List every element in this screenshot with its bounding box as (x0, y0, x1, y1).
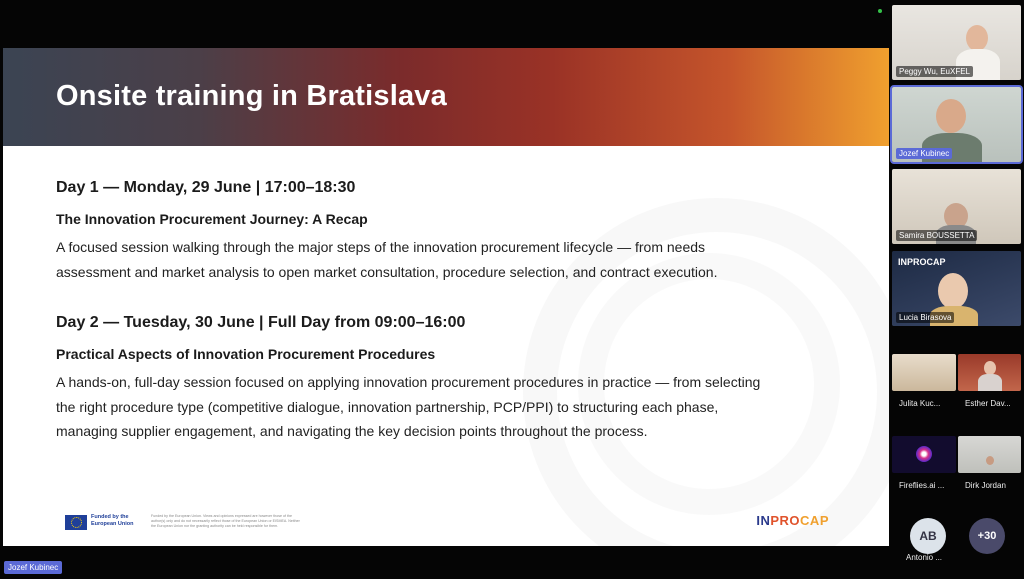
day2-block (56, 312, 776, 444)
logo-part-in: IN (756, 513, 771, 528)
participant-tile-jozef[interactable] (892, 87, 1021, 162)
participant-tile-esther[interactable] (958, 354, 1021, 391)
slide-content (56, 177, 776, 444)
funding-disclaimer: Funded by the European Union. Views and opinions expressed are however those of the author(s) only and do not necessarily reflect those of the European Union or EISMEA. Neither the European Union nor the granting authority can be held responsible for them. (151, 514, 300, 528)
eu-funding-label: Funded by the European Union (91, 514, 134, 527)
participant-tile-dirk[interactable] (958, 436, 1021, 473)
inprocap-overlay-text: INPROCAP (898, 257, 946, 267)
participant-head (938, 273, 968, 309)
inprocap-logo (756, 513, 829, 528)
day1-description: A focused session walking through the major steps of the innovation procurement lifecycle — from needs assessment and market analysis to open market consultation, procedure selection, and contract execution. (56, 239, 718, 280)
participant-tile-peggy[interactable] (892, 5, 1021, 80)
participant-tile-fireflies[interactable] (892, 436, 956, 473)
logo-part-pro: PRO (770, 513, 801, 528)
day2-description: A hands-on, full-day session focused on applying innovation procurement procedures in practice — from selecting the right procedure type (competitive dialogue, innovation partnership, PCP/PPI) to structuring each phase, managing supplier engagement, and navigating the key decision points throughout the process. (56, 374, 761, 439)
participant-head (966, 25, 988, 51)
more-participants-button[interactable]: +30 (969, 518, 1005, 554)
participant-name: Lucia Birasova (896, 312, 954, 323)
participant-name-julita: Julita Kuc... (899, 399, 941, 408)
fireflies-logo-icon (916, 446, 932, 462)
participant-name: Peggy Wu, EuXFEL (896, 66, 973, 77)
connection-indicator (878, 9, 882, 13)
day1-heading: Day 1 — Monday, 29 June | 17:00–18:30 (56, 179, 356, 196)
eu-flag-icon (65, 515, 87, 530)
participant-name-antonio: Antonio ... (906, 553, 943, 562)
active-speaker-label: Jozef Kubinec (4, 561, 62, 574)
slide-banner (3, 48, 889, 146)
participant-tile-samira[interactable] (892, 169, 1021, 244)
participant-name: Jozef Kubinec (896, 148, 952, 159)
day2-heading: Day 2 — Tuesday, 30 June | Full Day from 09:00–16:00 (56, 314, 466, 331)
participant-head (986, 456, 994, 465)
video-background (892, 354, 956, 391)
participant-torso (978, 374, 1002, 391)
participant-head (936, 99, 966, 133)
logo-part-cap: CAP (800, 513, 829, 528)
slide-footer (63, 511, 833, 537)
participant-name: Samira BOUSSETTA (896, 230, 977, 241)
day1-block (56, 177, 776, 284)
participant-avatar-antonio[interactable]: AB (910, 518, 946, 554)
participant-tile-julita[interactable] (892, 354, 956, 391)
day1-session-title: The Innovation Procurement Journey: A Recap (56, 211, 368, 227)
day2-session-title: Practical Aspects of Innovation Procurement Procedures (56, 346, 436, 362)
video-background (958, 436, 1021, 473)
participant-tile-lucia[interactable] (892, 251, 1021, 326)
participant-name-fireflies: Fireflies.ai ... (899, 481, 945, 490)
participant-name-esther: Esther Dav... (965, 399, 1011, 408)
participant-head (984, 361, 996, 375)
participant-name-dirk: Dirk Jordan (965, 481, 1006, 490)
shared-screen-slide (3, 48, 889, 546)
slide-title: Onsite training in Bratislava (56, 80, 447, 112)
